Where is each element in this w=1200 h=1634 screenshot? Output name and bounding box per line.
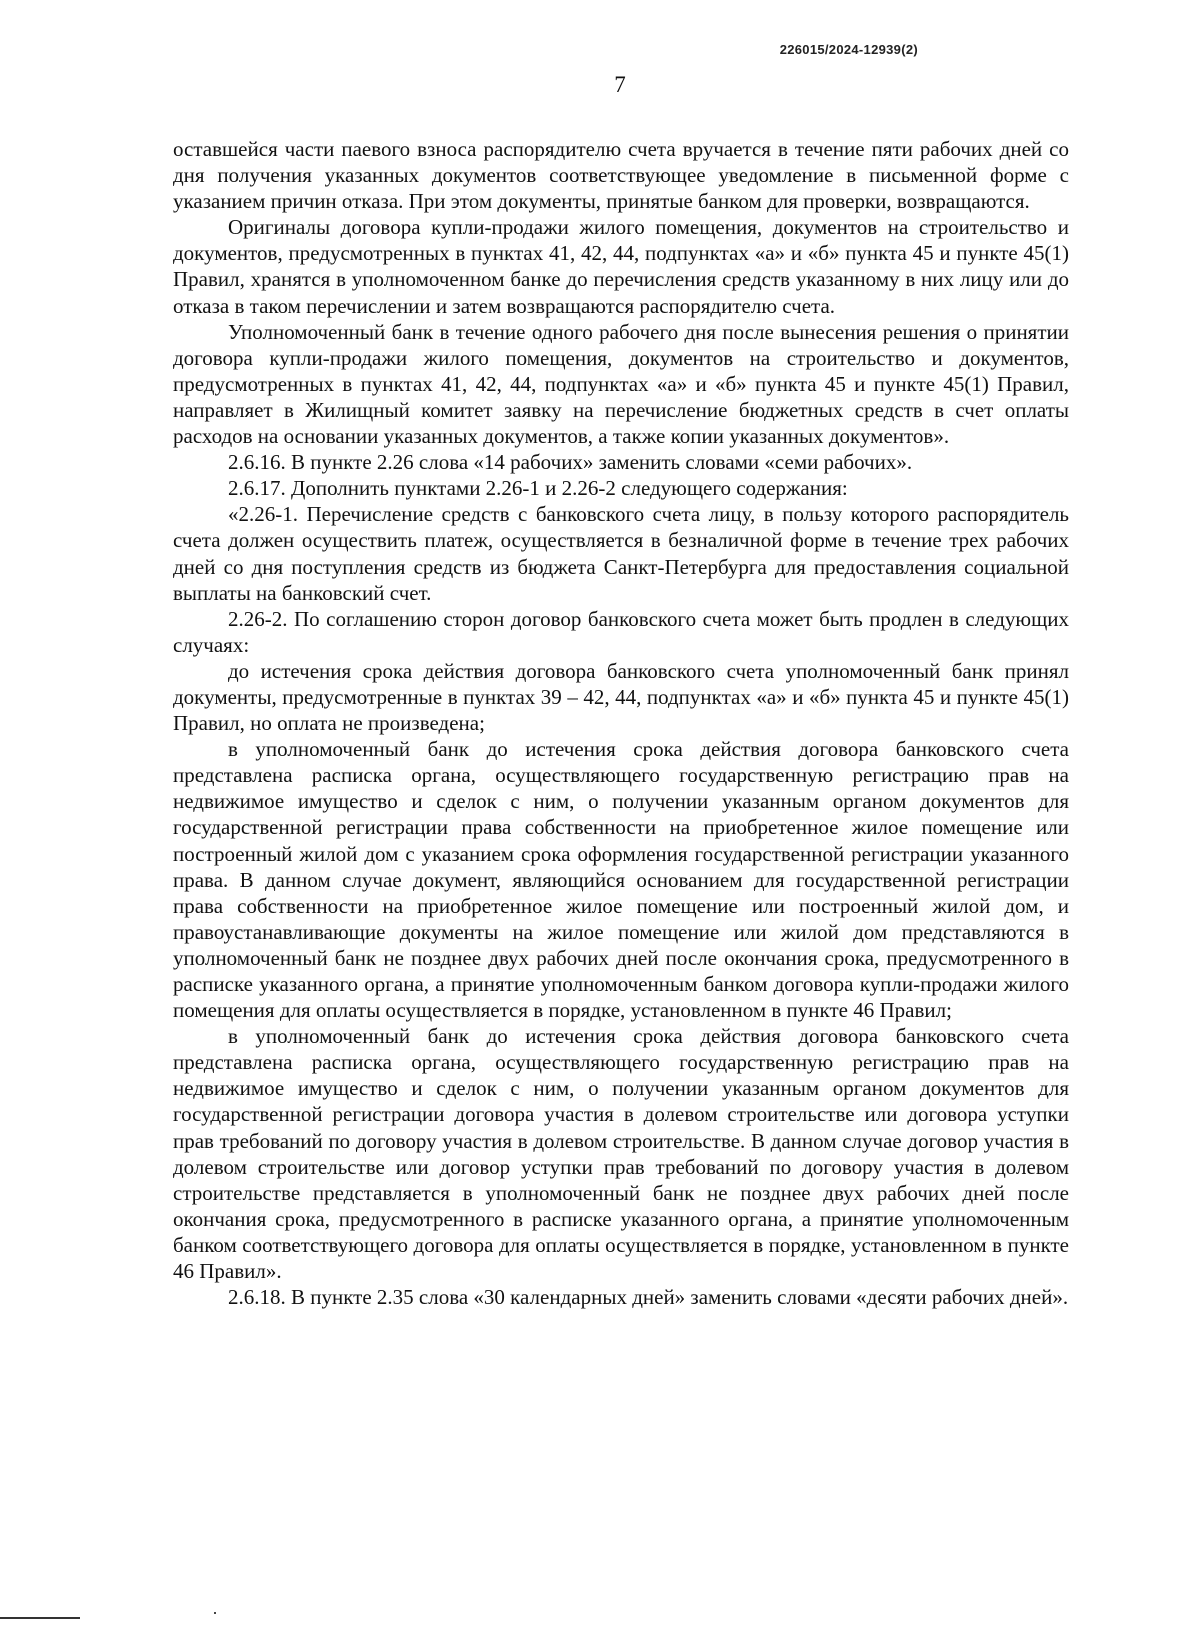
paragraph-case-ownership-registration: в уполномоченный банк до истечения срока действия договора банковского счета представлена расписка органа, осуществляющего государственную регистрацию прав на недвижимое имущество и сделок с ним, о получении указанным органом документов для государственной регистрации права собственности на приобретенное жилое помещение или построенный жилой дом с указанием срока оформления государственной регистрации указанного права. В данном случае документ, являющийся основанием для государственной регистрации права собственности на приобретенное жилое помещение или построенный жилой дом, и правоустанавливающие документы на жилое помещение или жилой дом представляются в уполномоченный банк не позднее двух рабочих дней после окончания срока, предусмотренного в расписке указанного органа, а принятие уполномоченным банком договора купли-продажи жилого помещения для оплаты осуществляется в порядке, установленном в пункте 46 Правил; — [173, 737, 1069, 1023]
paragraph-item-2-6-18: 2.6.18. В пункте 2.35 слова «30 календарных дней» заменить словами «десяти рабочих дней». — [228, 1285, 1069, 1310]
paragraph-case-shared-construction: в уполномоченный банк до истечения срока действия договора банковского счета представлена расписка органа, осуществляющего государственную регистрацию прав на недвижимое имущество и сделок с ним, о получении указанным органом документов для государственной регистрации договора участия в долевом строительстве или договора уступки прав требований по договору участия в долевом строительстве. В данном случае договор участия в долевом строительстве или договор уступки прав требований по договору участия в долевом строительстве представляется в уполномоченный банк не позднее двух рабочих дней после окончания срока, предусмотренного в расписке указанного органа, а принятие уполномоченным банком соответствующего договора для оплаты осуществляется в порядке, установленном в пункте 46 Правил». — [173, 1024, 1069, 1284]
paragraph-item-2-26-1: «2.26-1. Перечисление средств с банковского счета лицу, в пользу которого распорядитель счета должен осуществить платеж, осуществляется в безналичной форме в течение трех рабочих дней со дня поступления средств из бюджета Санкт-Петербурга для предоставления социальной выплаты на банковский счет. — [173, 502, 1069, 605]
paragraph-item-2-6-16: 2.6.16. В пункте 2.26 слова «14 рабочих» заменить словами «семи рабочих». — [228, 450, 913, 475]
paragraph-item-2-6-17: 2.6.17. Дополнить пунктами 2.26-1 и 2.26-2 следующего содержания: — [228, 476, 848, 501]
scan-speck — [214, 1612, 216, 1614]
paragraph-case-documents-accepted: до истечения срока действия договора банковского счета уполномоченный банк принял документы, предусмотренные в пунктах 39 – 42, 44, подпунктах «а» и «б» пункта 45 и пункте 45(1) Правил, но оплата не произведена; — [173, 658, 1069, 736]
paragraph-bank-request: Уполномоченный банк в течение одного рабочего дня после вынесения решения о принятии договора купли-продажи жилого помещения, документов на строительство и документов, предусмотренных в пунктах 41, 42, 44, подпунктах «а» и «б» пункта 45 и пункте 45(1) Правил, направляет в Жилищный комитет заявку на перечисление бюджетных средств в счет оплаты расходов на основании указанных документов, а также копии указанных документов». — [173, 319, 1069, 449]
paragraph-item-2-26-2: 2.26-2. По соглашению сторон договор банковского счета может быть продлен в следующих случаях: — [173, 606, 1069, 657]
scan-edge-mark — [0, 1617, 80, 1619]
page-number: 7 — [614, 72, 626, 97]
paragraph-continuation: оставшейся части паевого взноса распорядителю счета вручается в течение пяти рабочих дней со дня получения указанных документов соответствующее уведомление в письменной форме с указанием причин отказа. При этом документы, принятые банком для проверки, возвращаются. — [173, 137, 1069, 214]
paragraph-originals-storage: Оригиналы договора купли-продажи жилого помещения, документов на строительство и документов, предусмотренных в пунктах 41, 42, 44, подпунктах «а» и «б» пункта 45 и пункте 45(1) Правил, хранятся в уполномоченном банке до перечисления средств указанному в них лицу или до отказа в таком перечислении и затем возвращаются распорядителю счета. — [173, 215, 1069, 318]
document-body — [173, 136, 1069, 1310]
document-registration-number: 226015/2024-12939(2) — [779, 42, 918, 57]
